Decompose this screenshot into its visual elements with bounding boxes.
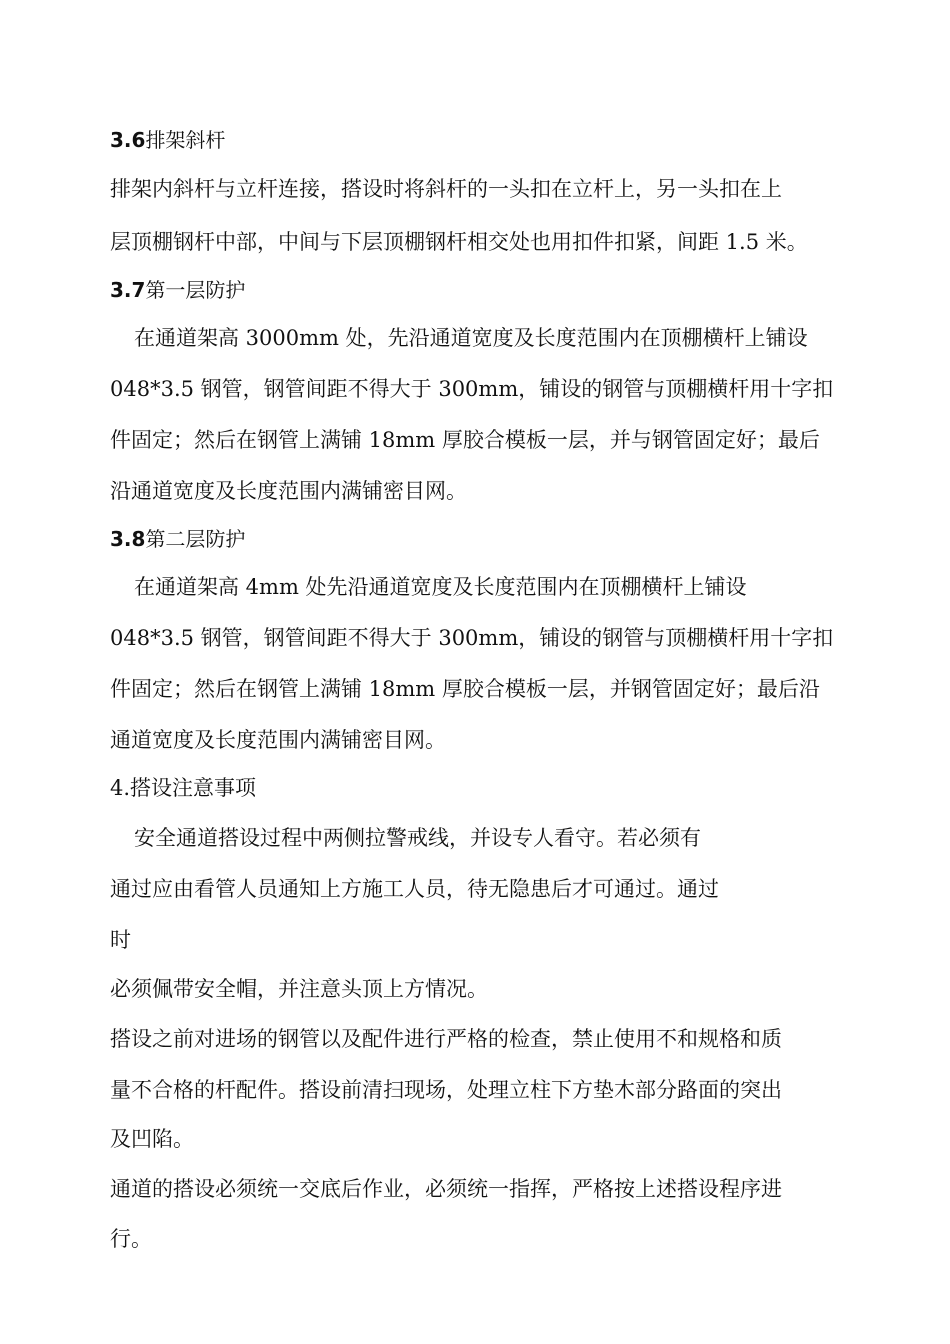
paragraph-line: 通道的搭设必须统一交底后作业，必须统一指挥，严格按上述搭设程序进	[110, 1177, 782, 1201]
paragraph-line: 行。	[110, 1227, 152, 1251]
paragraph-line: 件固定；然后在钢管上满铺 18mm 厚胶合模板一层，并钢管固定好；最后沿	[110, 677, 820, 701]
section-number: 3.8	[110, 527, 146, 551]
paragraph-line: 在通道架高 4mm 处先沿通道宽度及长度范围内在顶棚横杆上铺设	[134, 575, 747, 599]
paragraph-line: 量不合格的杆配件。搭设前清扫现场，处理立柱下方垫木部分路面的突出	[110, 1078, 782, 1102]
paragraph-line: 通道宽度及长度范围内满铺密目网。	[110, 728, 446, 752]
section-heading-3-8	[110, 527, 245, 551]
section-title: 第二层防护	[145, 527, 246, 551]
paragraph-line: 安全通道搭设过程中两侧拉警戒线，并设专人看守。若必须有	[134, 826, 701, 850]
paragraph-line: 通过应由看管人员通知上方施工人员，待无隐患后才可通过。通过	[110, 877, 719, 901]
section-heading-4: 4.搭设注意事项	[110, 776, 257, 800]
paragraph-line: 在通道架高 3000mm 处，先沿通道宽度及长度范围内在顶棚横杆上铺设	[134, 326, 808, 350]
section-heading-3-7	[110, 278, 245, 302]
paragraph-line: 层顶棚钢杆中部，中间与下层顶棚钢杆相交处也用扣件扣紧，间距 1.5 米。	[110, 230, 808, 254]
section-number: 3.6	[110, 128, 146, 152]
paragraph-line: 048*3.5 钢管，钢管间距不得大于 300mm，铺设的钢管与顶棚横杆用十字扣	[110, 626, 834, 650]
paragraph-line: 必须佩带安全帽，并注意头顶上方情况。	[110, 977, 488, 1001]
paragraph-line: 排架内斜杆与立杆连接，搭设时将斜杆的一头扣在立杆上，另一头扣在上	[110, 177, 782, 201]
paragraph-line: 搭设之前对进场的钢管以及配件进行严格的检查，禁止使用不和规格和质	[110, 1027, 782, 1051]
section-number: 3.7	[110, 278, 146, 302]
paragraph-line: 及凹陷。	[110, 1127, 194, 1151]
paragraph-line: 件固定；然后在钢管上满铺 18mm 厚胶合模板一层，并与钢管固定好；最后	[110, 428, 820, 452]
paragraph-line: 048*3.5 钢管，钢管间距不得大于 300mm，铺设的钢管与顶棚横杆用十字扣	[110, 377, 834, 401]
section-heading-3-6	[110, 128, 225, 152]
paragraph-line: 沿通道宽度及长度范围内满铺密目网。	[110, 479, 467, 503]
section-title: 排架斜杆	[145, 128, 226, 152]
paragraph-line: 时	[110, 928, 131, 952]
section-title: 第一层防护	[145, 278, 246, 302]
